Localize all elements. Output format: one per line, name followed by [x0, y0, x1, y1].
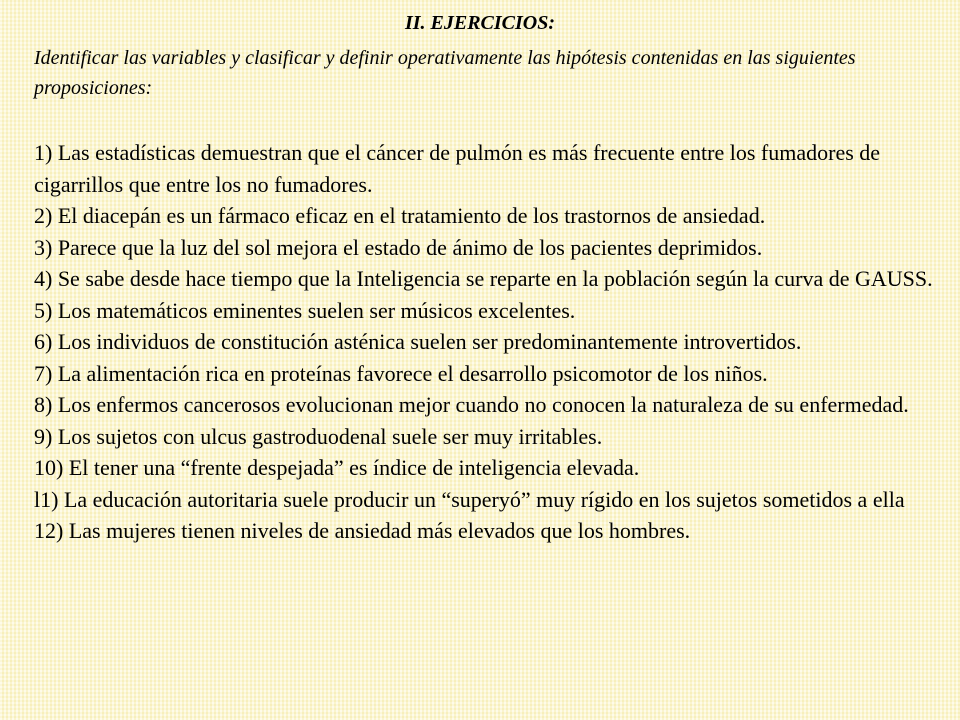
section-heading: II. EJERCICIOS: — [404, 12, 556, 34]
list-item: l1) La educación autoritaria suele producir un “superyó” muy rígido en los sujetos sometidos a ella — [34, 486, 905, 512]
exercise-list — [34, 137, 939, 547]
list-item: 7) La alimentación rica en proteínas favorece el desarrollo psicomotor de los niños. — [34, 360, 768, 386]
list-item: 4) Se sabe desde hace tiempo que la Inteligencia se reparte en la población según la curva de GAUSS. — [34, 266, 933, 291]
list-item: 6) Los individuos de constitución asténica suelen ser predominantemente introvertidos. — [34, 329, 802, 354]
instructions-text: Identificar las variables y clasificar y definir operativamente las hipótesis contenidas en las siguientes proposiciones: — [34, 47, 856, 99]
list-item: 12) Las mujeres tienen niveles de ansiedad más elevados que los hombres. — [34, 518, 691, 543]
list-item: 2) El diacepán es un fármaco eficaz en el tratamiento de los trastornos de ansiedad. — [34, 203, 766, 228]
list-item: 10) El tener una “frente despejada” es índice de inteligencia elevada. — [34, 455, 640, 480]
list-item: 8) Los enfermos cancerosos evolucionan mejor cuando no conocen la naturaleza de su enfermedad. — [34, 392, 909, 417]
list-item: 5) Los matemáticos eminentes suelen ser músicos excelentes. — [34, 297, 576, 323]
list-item: 9) Los sujetos con ulcus gastroduodenal suele ser muy irritables. — [34, 423, 603, 449]
list-item: 3) Parece que la luz del sol mejora el estado de ánimo de los pacientes deprimidos. — [34, 234, 763, 260]
list-item: 1) Las estadísticas demuestran que el cáncer de pulmón es más frecuente entre los fumadores de cigarrillos que entre los no fumadores. — [34, 140, 881, 197]
